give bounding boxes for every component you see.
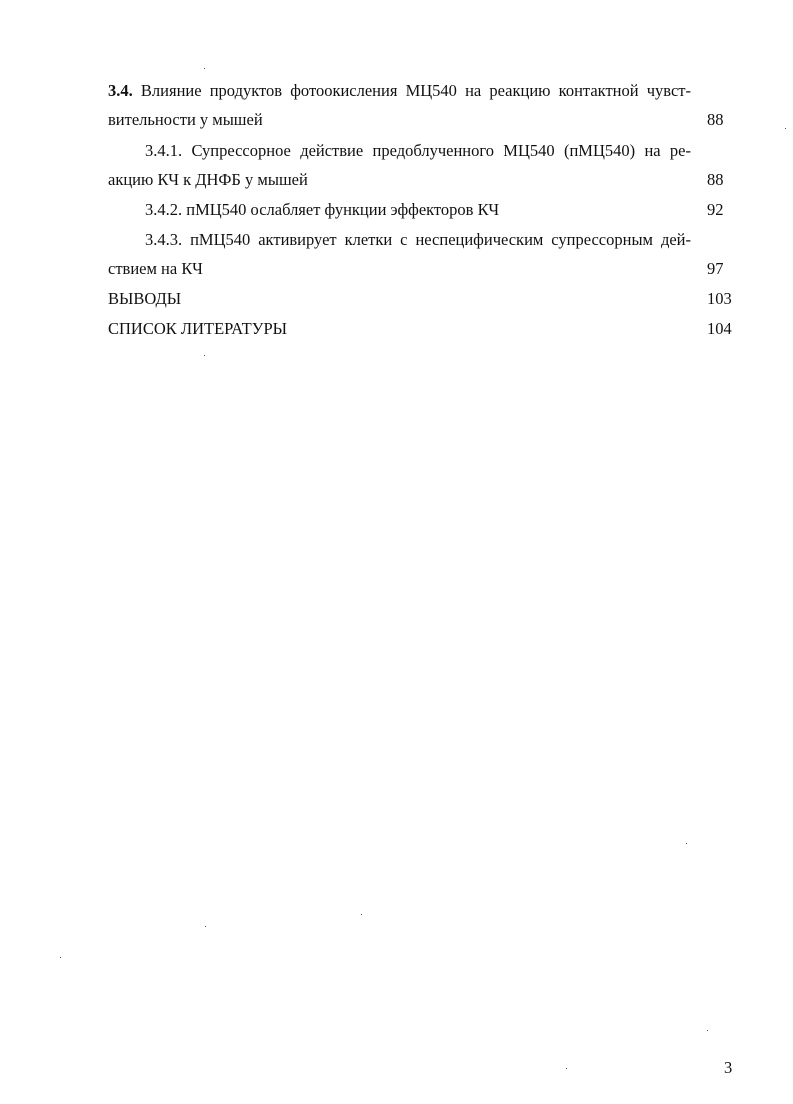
toc-references-label: СПИСОК ЛИТЕРАТУРЫ [108,319,288,338]
toc-entry-3-4-number: 3.4. [108,81,133,100]
scan-speck [361,914,362,915]
scan-speck [204,355,205,356]
scan-speck [205,926,206,927]
toc-entry-3-4-title: Влияние продуктов фотоокисления МЦ540 на реакцию контактной чувст- [140,81,692,100]
scan-speck [785,128,786,129]
toc-entry-3-4-3-line2: ствием на КЧ [108,259,203,278]
toc-entry-3-4-line2: вительности у мышей [108,110,263,129]
scan-speck [566,1068,567,1069]
toc-entry-3-4-1-line1: 3.4.1. Супрессорное действие предоблученного МЦ540 (пМЦ540) на ре- [145,141,691,160]
scan-speck [686,843,687,844]
toc-entry-3-4-2-page: 92 [707,200,724,219]
toc-entry-3-4-1-page: 88 [707,170,724,189]
toc-references-page: 104 [707,319,732,338]
toc-entry-3-4-3-page: 97 [707,259,724,278]
toc-entry-3-4-3-line1: 3.4.3. пМЦ540 активирует клетки с неспецифическим супрессорным дей- [145,230,691,249]
scan-speck [204,68,205,69]
scan-speck [707,1030,708,1031]
toc-entry-3-4-line1 [108,81,691,101]
toc-entry-3-4-2-line1: 3.4.2. пМЦ540 ослабляет функции эффекторов КЧ [145,200,500,219]
toc-conclusions-label: ВЫВОДЫ [108,289,182,308]
footer-page-number: 3 [724,1058,733,1077]
toc-entry-3-4-page: 88 [707,110,724,129]
scan-speck [60,957,61,958]
toc-conclusions-page: 103 [707,289,732,308]
toc-entry-3-4-1-line2: акцию КЧ к ДНФБ у мышей [108,170,308,189]
